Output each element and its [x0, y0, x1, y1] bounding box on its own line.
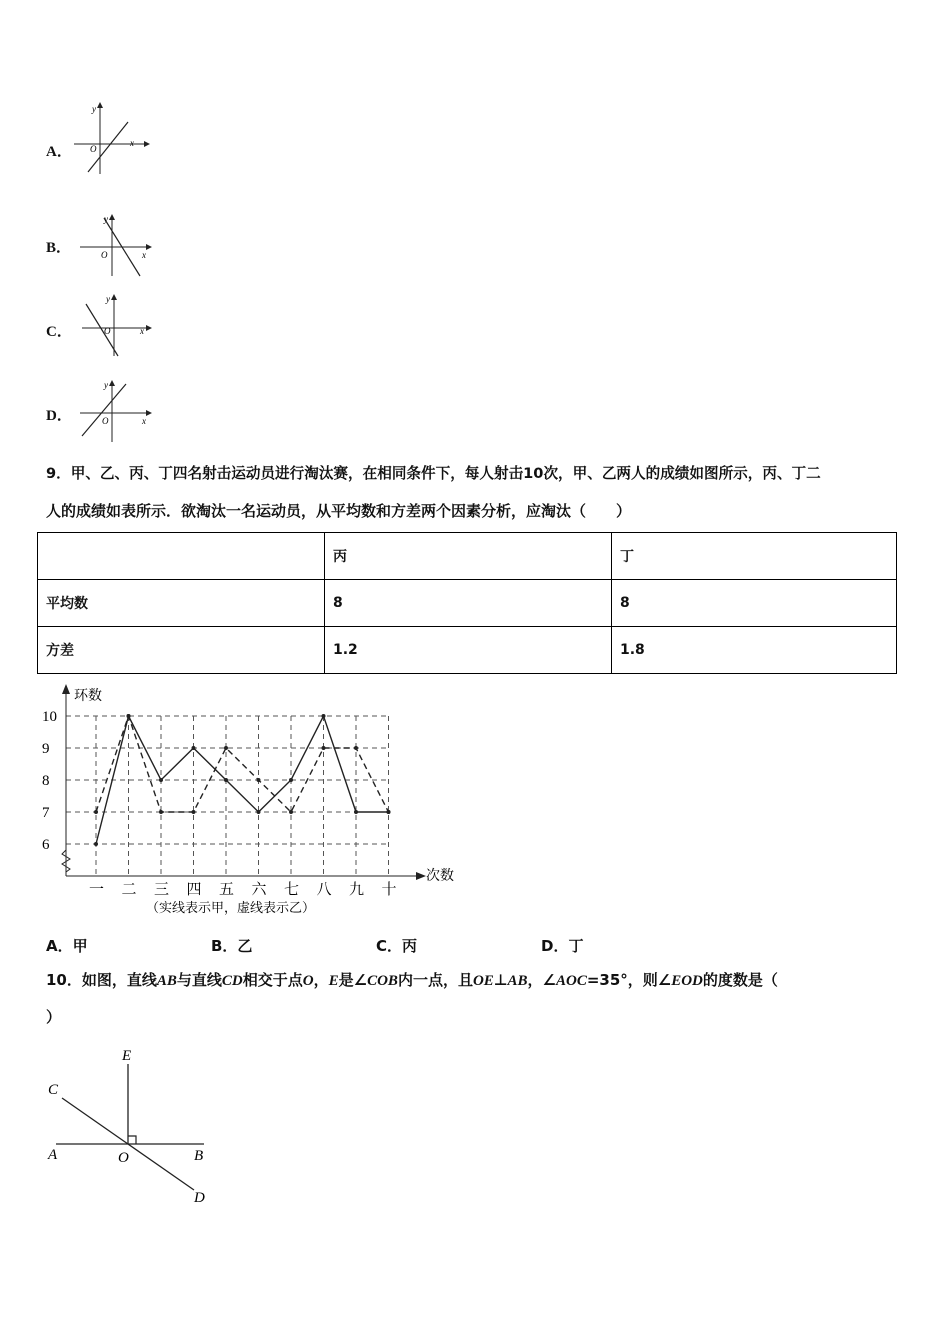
x-axis-arrow: [416, 872, 426, 880]
option-a-y: y: [92, 104, 96, 114]
table-row: [38, 627, 897, 674]
data-point-甲: [159, 778, 163, 782]
data-point-甲: [354, 810, 358, 814]
x-tick-label: 十: [381, 882, 397, 898]
option-c-graph: [78, 290, 156, 360]
option-d-x: x: [142, 416, 146, 426]
x-tick-label: 七: [284, 882, 300, 898]
data-point-甲: [257, 810, 261, 814]
point-a-label: A: [48, 1147, 58, 1163]
option-b-label: B．: [46, 240, 72, 256]
q9-option-d[interactable]: D．丁: [541, 937, 584, 955]
data-point-乙: [224, 746, 228, 750]
x-tick-label: 五: [219, 882, 235, 898]
q10-geometry-figure: [40, 1040, 230, 1220]
option-d-o: O: [102, 416, 109, 426]
data-point-乙: [289, 810, 293, 814]
option-c-label: C．: [46, 324, 72, 340]
option-b-graph: [76, 210, 156, 282]
y-tick-label: 9: [42, 741, 50, 757]
data-point-乙: [192, 810, 196, 814]
data-point-乙: [322, 746, 326, 750]
q9-option-c[interactable]: C．丙: [376, 937, 418, 955]
y-tick-label: 6: [42, 837, 50, 853]
q9-option-a[interactable]: A．甲: [46, 937, 88, 955]
option-c-y: y: [106, 294, 110, 304]
option-d-y: y: [104, 380, 108, 390]
series-line-乙: [96, 716, 389, 812]
data-point-甲: [224, 778, 228, 782]
table-cell: 平均数: [38, 580, 325, 627]
q9-score-chart: [36, 680, 466, 920]
option-a-label: A．: [46, 144, 72, 160]
data-point-甲: [192, 746, 196, 750]
y-axis-arrow: [62, 684, 70, 694]
y-tick-label: 7: [42, 805, 50, 821]
y-tick-label: 8: [42, 773, 50, 789]
option-c-o: O: [104, 326, 111, 336]
point-c-label: C: [48, 1082, 59, 1098]
x-tick-label: 六: [251, 882, 267, 898]
x-tick-label: 八: [316, 882, 332, 898]
q10-text-line2: ）: [46, 1008, 62, 1026]
option-c-x: x: [140, 326, 144, 336]
data-point-甲: [289, 778, 293, 782]
q9-score-table: [37, 532, 897, 674]
table-cell: 8: [612, 580, 897, 627]
x-tick-label: 一: [89, 882, 105, 898]
option-a-o: O: [90, 144, 97, 154]
q10-text-line1: 10．如图，直线AB与直线CD相交于点O，E是∠COB内一点，且OE⊥AB，∠AOC=35°，则∠EOD的度数是（: [46, 971, 778, 989]
option-b-x: x: [142, 250, 146, 260]
data-point-乙: [127, 714, 131, 718]
option-d-label: D．: [46, 408, 72, 424]
x-axis-label: 次数: [426, 869, 454, 884]
point-e-label: E: [122, 1048, 132, 1064]
table-cell: 1.2: [325, 627, 612, 674]
x-tick-label: 二: [121, 882, 137, 898]
table-row: [38, 580, 897, 627]
x-tick-label: 四: [186, 882, 202, 898]
y-axis-label: 环数: [74, 689, 102, 704]
data-point-甲: [322, 714, 326, 718]
q9-text-line1: 9．甲、乙、丙、丁四名射击运动员进行淘汰赛，在相同条件下，每人射击10次，甲、乙两人的成绩如图所示，丙、丁二: [46, 465, 821, 482]
table-row: [38, 533, 897, 580]
point-o-label: O: [118, 1150, 129, 1166]
data-point-乙: [354, 746, 358, 750]
data-point-乙: [257, 778, 261, 782]
data-point-甲: [94, 842, 98, 846]
q9-option-b[interactable]: B．乙: [211, 937, 253, 955]
table-cell: 方差: [38, 627, 325, 674]
table-cell: 丙: [325, 533, 612, 580]
data-point-乙: [94, 810, 98, 814]
table-cell: 丁: [612, 533, 897, 580]
table-cell: 8: [325, 580, 612, 627]
option-a-graph: [70, 100, 150, 180]
chart-caption: （实线表示甲，虚线表示乙）: [146, 900, 316, 915]
q9-text-line2: 人的成绩如表所示．欲淘汰一名运动员，从平均数和方差两个因素分析，应淘汰（ ）: [46, 502, 632, 520]
point-b-label: B: [194, 1148, 204, 1164]
option-a-x: x: [130, 138, 134, 148]
option-d-graph: [76, 376, 156, 448]
data-point-乙: [387, 810, 391, 814]
option-b-y: y: [104, 214, 108, 224]
table-cell: 1.8: [612, 627, 897, 674]
point-d-label: D: [194, 1190, 205, 1206]
data-point-乙: [159, 810, 163, 814]
x-tick-label: 九: [349, 882, 365, 898]
x-tick-label: 三: [154, 882, 170, 898]
table-cell: [38, 533, 325, 580]
option-b-o: O: [101, 250, 108, 260]
y-tick-label: 10: [42, 709, 57, 725]
